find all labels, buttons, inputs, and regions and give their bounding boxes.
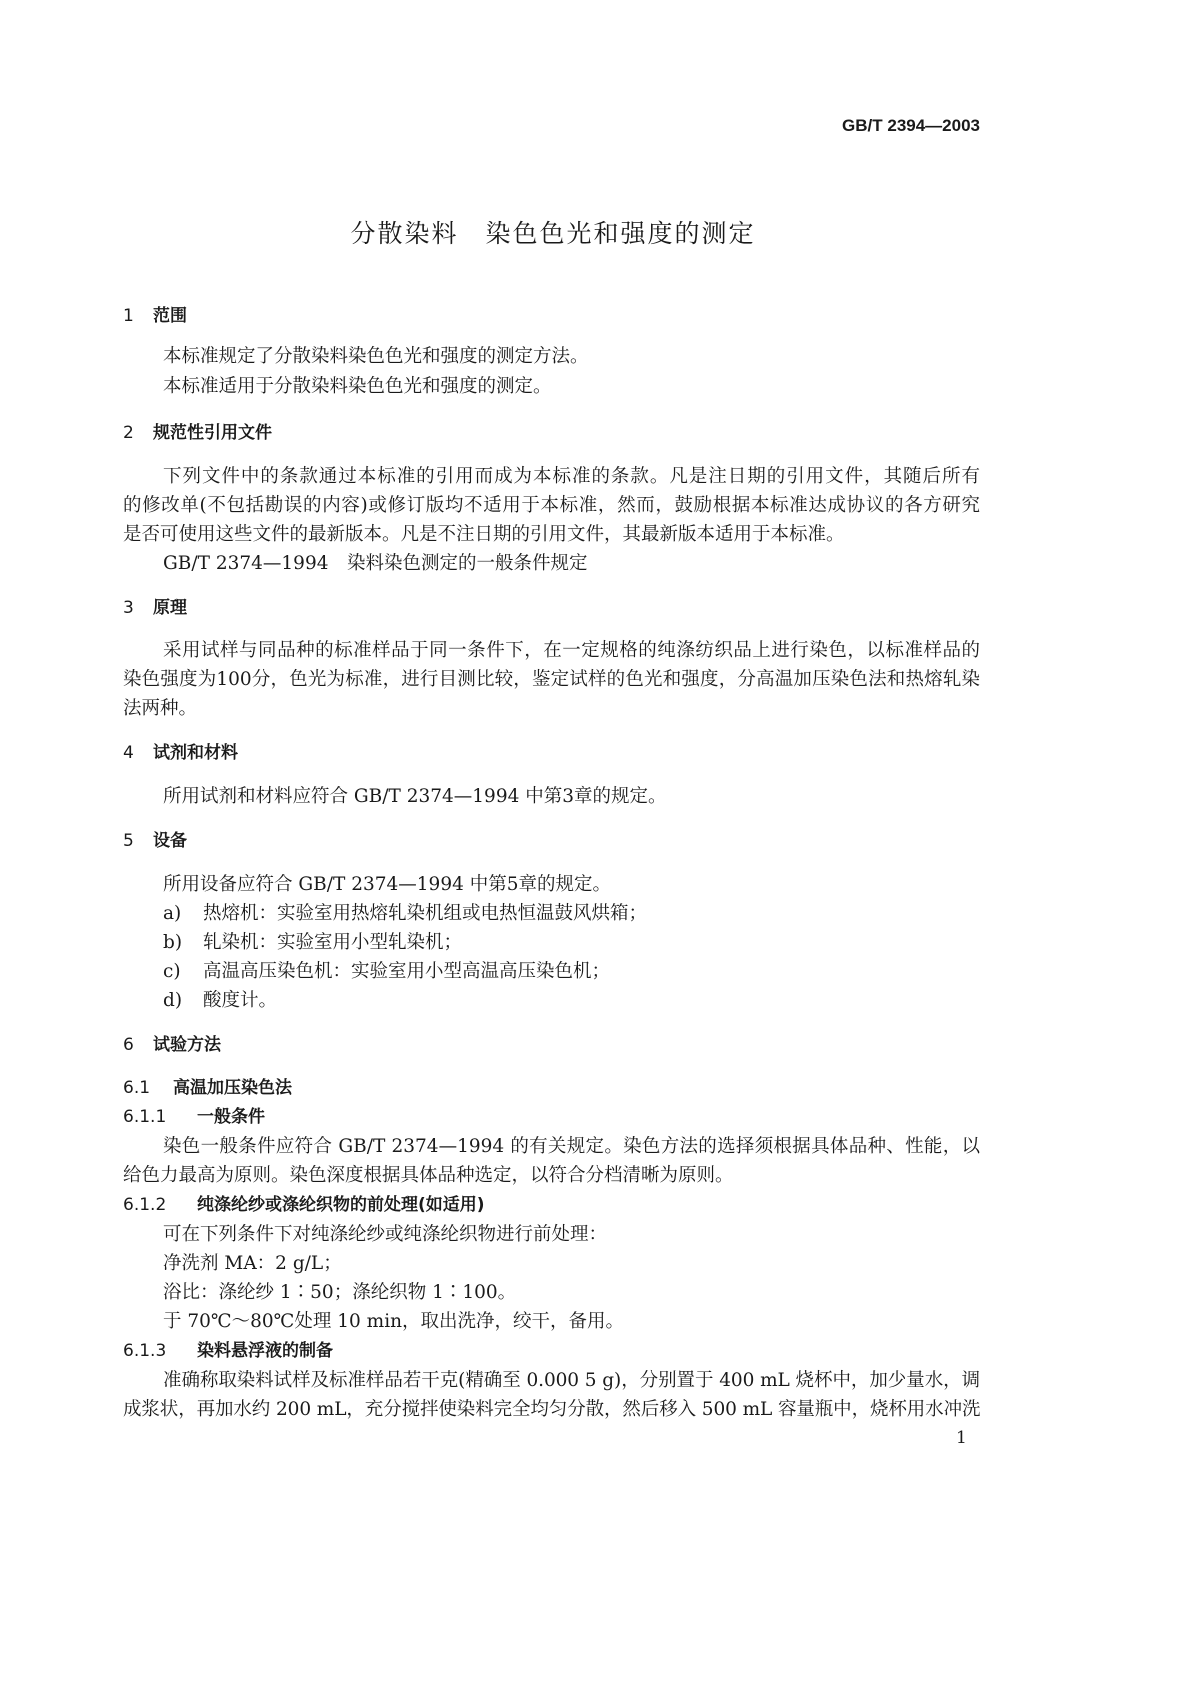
paragraph-line: 下列文件中的条款通过本标准的引用而成为本标准的条款。凡是注日期的引用文件，其随后所有	[163, 466, 980, 487]
paragraph-line: 成浆状，再加水约 200 mL，充分搅拌使染料完全均匀分散，然后移入 500 mL 容量瓶中，烧杯用水冲洗	[123, 1399, 981, 1420]
paragraph-line: 是否可使用这些文件的最新版本。凡是不注日期的引用文件，其最新版本适用于本标准。	[123, 524, 845, 545]
paragraph-line: 可在下列条件下对纯涤纶纱或纯涤纶织物进行前处理：	[163, 1224, 608, 1245]
paragraph-line: 浴比：涤纶纱 1∶50；涤纶织物 1∶100。	[163, 1282, 517, 1303]
page-number: 1	[956, 1428, 967, 1448]
paragraph-line: 净洗剂 MA：2 g/L；	[163, 1253, 342, 1274]
paragraph-line: 准确称取染料试样及标准样品若干克(精确至 0.000 5 g)，分别置于 400 mL 烧杯中，加少量水，调	[163, 1370, 980, 1391]
section-4-heading: 4 试剂和材料	[123, 743, 238, 763]
paragraph-line: 法两种。	[123, 698, 198, 719]
paragraph: 所用试剂和材料应符合 GB/T 2374—1994 中第3章的规定。	[163, 786, 667, 807]
section-1-heading: 1 范围	[123, 306, 187, 326]
paragraph-line: 染色一般条件应符合 GB/T 2374—1994 的有关规定。染色方法的选择须根据具体品种、性能，以	[163, 1136, 980, 1157]
paragraph-line: 采用试样与同品种的标准样品于同一条件下，在一定规格的纯涤纺织品上进行染色，以标准样品的	[163, 640, 980, 661]
section-6-1-2-heading: 6.1.2 纯涤纶纱或涤纶织物的前处理(如适用)	[123, 1195, 485, 1215]
paragraph: 本标准规定了分散染料染色色光和强度的测定方法。	[163, 346, 589, 367]
normative-reference: GB/T 2374—1994 染料染色测定的一般条件规定	[163, 553, 588, 574]
paragraph-line: 给色力最高为原则。染色深度根据具体品种选定，以符合分档清晰为原则。	[123, 1165, 734, 1186]
section-6-heading: 6 试验方法	[123, 1035, 221, 1055]
paragraph: 本标准适用于分散染料染色色光和强度的测定。	[163, 376, 552, 397]
list-item: a) 热熔机：实验室用热熔轧染机组或电热恒温鼓风烘箱；	[163, 903, 648, 924]
paragraph-line: 于 70℃～80℃处理 10 min，取出洗净，绞干，备用。	[163, 1311, 625, 1332]
standard-number: GB/T 2394—2003	[842, 116, 980, 135]
paragraph-line: 的修改单(不包括勘误的内容)或修订版均不适用于本标准，然而，鼓励根据本标准达成协议的各方研究	[123, 495, 980, 516]
list-item: d) 酸度计。	[163, 990, 278, 1011]
page-title: 分散染料 染色色光和强度的测定	[350, 219, 756, 248]
list-item: b) 轧染机：实验室用小型轧染机；	[163, 932, 463, 953]
section-3-heading: 3 原理	[123, 598, 187, 618]
list-item: c) 高温高压染色机：实验室用小型高温高压染色机；	[163, 961, 611, 982]
section-6-1-heading: 6.1 高温加压染色法	[123, 1078, 292, 1098]
section-5-heading: 5 设备	[123, 831, 187, 851]
section-2-heading: 2 规范性引用文件	[123, 423, 272, 443]
section-6-1-1-heading: 6.1.1 一般条件	[123, 1107, 265, 1127]
section-6-1-3-heading: 6.1.3 染料悬浮液的制备	[123, 1341, 333, 1361]
paragraph-line: 染色强度为100分，色光为标准，进行目测比较，鉴定试样的色光和强度，分高温加压染色法和热熔轧染	[123, 669, 980, 690]
paragraph: 所用设备应符合 GB/T 2374—1994 中第5章的规定。	[163, 874, 612, 895]
